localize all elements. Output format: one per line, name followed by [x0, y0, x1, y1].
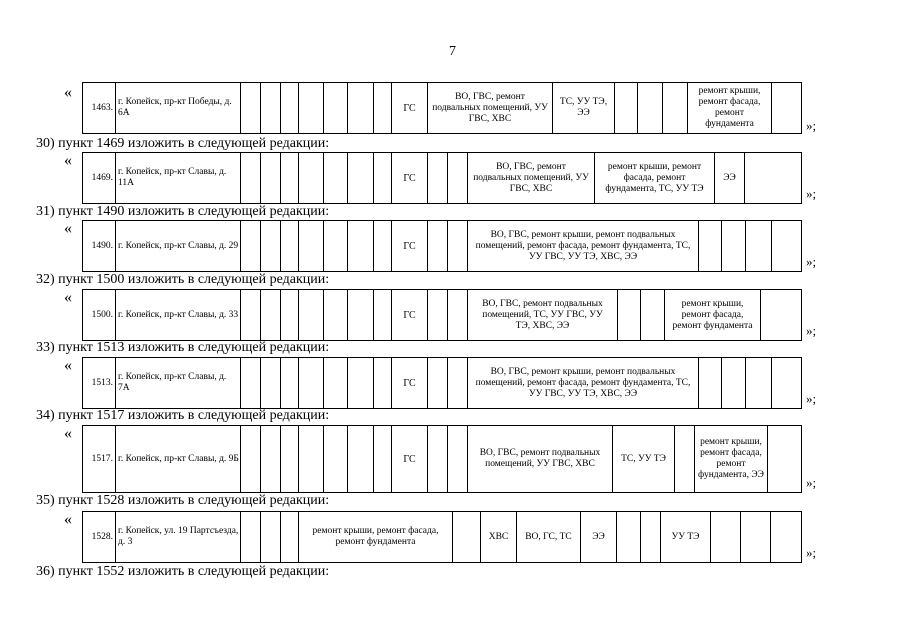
amendment-heading: 35) пункт 1528 изложить в следующей редакции:: [36, 493, 330, 508]
empty-cell: [299, 426, 324, 492]
work-list-cell: ремонт крыши, ремонт фасада, ремонт фундамента: [665, 290, 761, 340]
empty-cell: [428, 153, 448, 203]
empty-cell: [772, 358, 801, 408]
empty-cell: [348, 83, 374, 133]
gs-cell: ГС: [392, 290, 428, 340]
work-list-cell: ВО, ГВС, ремонт подвальных помещений, ТС, УУ ГВС, УУ ТЭ, ХВС, ЭЭ: [468, 290, 618, 340]
table-row: [82, 511, 802, 563]
empty-cell: [453, 512, 481, 562]
address-cell: г. Копейск, пр-кт Славы, д. 29: [116, 221, 241, 271]
opening-quote: «: [64, 511, 72, 528]
page-number: 7: [449, 44, 456, 59]
gs-cell: ГС: [392, 83, 428, 133]
work-list-cell: ВО, ГВС, ремонт подвальных помещений, УУ ГВС, ХВС: [468, 153, 595, 203]
empty-cell: [641, 512, 661, 562]
empty-cell: [663, 83, 688, 133]
empty-cell: [281, 221, 299, 271]
empty-cell: [374, 358, 392, 408]
gs-cell: ГС: [392, 426, 428, 492]
closing-quote: »;: [806, 186, 817, 201]
table-row: [82, 82, 802, 134]
work-list-cell: ремонт крыши, ремонт фасада, ремонт фундамента, ТС, УУ ТЭ: [595, 153, 715, 203]
empty-cell: [374, 290, 392, 340]
opening-quote: «: [64, 220, 72, 237]
row-number: 1500.: [83, 290, 116, 340]
empty-cell: [348, 358, 374, 408]
empty-cell: [261, 512, 281, 562]
empty-cell: [261, 358, 281, 408]
empty-cell: [324, 358, 348, 408]
empty-cell: [374, 221, 392, 271]
empty-cell: [428, 290, 448, 340]
empty-cell: [771, 512, 801, 562]
empty-cell: [299, 83, 324, 133]
address-cell: г. Копейск, ул. 19 Партсъезда, д. 3: [116, 512, 241, 562]
row-number: 1469.: [83, 153, 116, 203]
address-cell: г. Копейск, пр-кт Славы, д. 33: [116, 290, 241, 340]
amendment-heading: 34) пункт 1517 изложить в следующей редакции:: [36, 408, 330, 423]
empty-cell: [281, 426, 299, 492]
address-cell: г. Копейск, пр-кт Славы, д. 11А: [116, 153, 241, 203]
closing-quote: »;: [806, 118, 817, 133]
empty-cell: [348, 153, 374, 203]
empty-cell: [299, 153, 324, 203]
work-list-cell: ремонт крыши, ремонт фасада, ремонт фундамента, ЭЭ: [695, 426, 768, 492]
row-number: 1490.: [83, 221, 116, 271]
empty-cell: [722, 358, 746, 408]
row-number: 1517.: [83, 426, 116, 492]
row-number: 1528.: [83, 512, 116, 562]
work-list-cell: ЭЭ: [581, 512, 617, 562]
empty-cell: [324, 153, 348, 203]
empty-cell: [261, 83, 281, 133]
empty-cell: [348, 426, 374, 492]
empty-cell: [741, 512, 771, 562]
work-list-cell: ТС, УУ ТЭ, ЭЭ: [553, 83, 615, 133]
work-list-cell: ВО, ГВС, ремонт подвальных помещений, УУ ГВС, ХВС: [468, 426, 613, 492]
opening-quote: «: [64, 152, 72, 169]
table-row: [82, 425, 802, 493]
empty-cell: [241, 153, 261, 203]
empty-cell: [241, 290, 261, 340]
empty-cell: [711, 512, 741, 562]
empty-cell: [348, 221, 374, 271]
opening-quote: «: [64, 357, 72, 374]
closing-quote: »;: [806, 254, 817, 269]
table-row: [82, 220, 802, 272]
empty-cell: [299, 290, 324, 340]
empty-cell: [428, 221, 448, 271]
empty-cell: [281, 83, 299, 133]
empty-cell: [299, 221, 324, 271]
work-list-cell: ремонт крыши, ремонт фасада, ремонт фундамента: [299, 512, 453, 562]
empty-cell: [241, 358, 261, 408]
empty-cell: [348, 290, 374, 340]
opening-quote: «: [64, 84, 72, 101]
closing-quote: »;: [806, 391, 817, 406]
empty-cell: [699, 358, 722, 408]
work-list-cell: ВО, ГВС, ремонт крыши, ремонт подвальных помещений, ремонт фасада, ремонт фундамента, ТС, УУ ГВС, УУ ТЭ, ХВС, ЭЭ: [468, 358, 699, 408]
empty-cell: [374, 153, 392, 203]
work-list-cell: ремонт крыши, ремонт фасада, ремонт фундамента: [688, 83, 772, 133]
table-row: [82, 357, 802, 409]
work-list-cell: ВО, ГВС, ремонт крыши, ремонт подвальных помещений, ремонт фасада, ремонт фундамента, ТС, УУ ГВС, УУ ТЭ, ХВС, ЭЭ: [468, 221, 699, 271]
amendment-heading: 33) пункт 1513 изложить в следующей редакции:: [36, 340, 330, 355]
empty-cell: [261, 426, 281, 492]
closing-quote: »;: [806, 475, 817, 490]
empty-cell: [324, 290, 348, 340]
opening-quote: «: [64, 425, 72, 442]
closing-quote: »;: [806, 323, 817, 338]
empty-cell: [675, 426, 695, 492]
empty-cell: [428, 358, 448, 408]
empty-cell: [448, 358, 468, 408]
empty-cell: [241, 512, 261, 562]
empty-cell: [261, 221, 281, 271]
empty-cell: [374, 426, 392, 492]
empty-cell: [261, 290, 281, 340]
work-list-cell: ВО, ГВС, ремонт подвальных помещений, УУ ГВС, ХВС: [428, 83, 553, 133]
empty-cell: [448, 221, 468, 271]
empty-cell: [448, 426, 468, 492]
row-number: 1463.: [83, 83, 116, 133]
empty-cell: [241, 83, 261, 133]
amendment-heading: 32) пункт 1500 изложить в следующей редакции:: [36, 272, 330, 287]
empty-cell: [281, 358, 299, 408]
empty-cell: [324, 83, 348, 133]
empty-cell: [324, 426, 348, 492]
address-cell: г. Копейск, пр-кт Славы, д. 9Б: [116, 426, 241, 492]
empty-cell: [615, 83, 638, 133]
empty-cell: [281, 290, 299, 340]
opening-quote: «: [64, 289, 72, 306]
work-list-cell: ЭЭ: [715, 153, 745, 203]
empty-cell: [745, 153, 801, 203]
empty-cell: [281, 153, 299, 203]
address-cell: г. Копейск, пр-кт Славы, д. 7А: [116, 358, 241, 408]
empty-cell: [746, 221, 772, 271]
amendment-heading: 31) пункт 1490 изложить в следующей редакции:: [36, 204, 330, 219]
empty-cell: [772, 221, 801, 271]
work-list-cell: УУ ТЭ: [661, 512, 711, 562]
empty-cell: [241, 426, 261, 492]
empty-cell: [374, 83, 392, 133]
empty-cell: [241, 221, 261, 271]
amendment-heading: 36) пункт 1552 изложить в следующей редакции:: [36, 564, 330, 579]
empty-cell: [699, 221, 722, 271]
empty-cell: [641, 290, 665, 340]
work-list-cell: ТС, УУ ТЭ: [613, 426, 675, 492]
table-row: [82, 289, 802, 341]
empty-cell: [299, 358, 324, 408]
gs-cell: ГС: [392, 153, 428, 203]
empty-cell: [448, 153, 468, 203]
closing-quote: »;: [806, 545, 817, 560]
empty-cell: [618, 290, 641, 340]
empty-cell: [768, 426, 801, 492]
empty-cell: [761, 290, 801, 340]
empty-cell: [722, 221, 746, 271]
empty-cell: [261, 153, 281, 203]
empty-cell: [448, 290, 468, 340]
row-number: 1513.: [83, 358, 116, 408]
empty-cell: [772, 83, 801, 133]
empty-cell: [281, 512, 299, 562]
work-list-cell: ВО, ГС, ТС: [517, 512, 581, 562]
gs-cell: ГС: [392, 221, 428, 271]
empty-cell: [324, 221, 348, 271]
table-row: [82, 152, 802, 204]
empty-cell: [617, 512, 641, 562]
empty-cell: [638, 83, 663, 133]
address-cell: г. Копейск, пр-кт Победы, д. 6А: [116, 83, 241, 133]
gs-cell: ГС: [392, 358, 428, 408]
empty-cell: [746, 358, 772, 408]
work-list-cell: ХВС: [481, 512, 517, 562]
empty-cell: [428, 426, 448, 492]
amendment-heading: 30) пункт 1469 изложить в следующей редакции:: [36, 136, 330, 151]
